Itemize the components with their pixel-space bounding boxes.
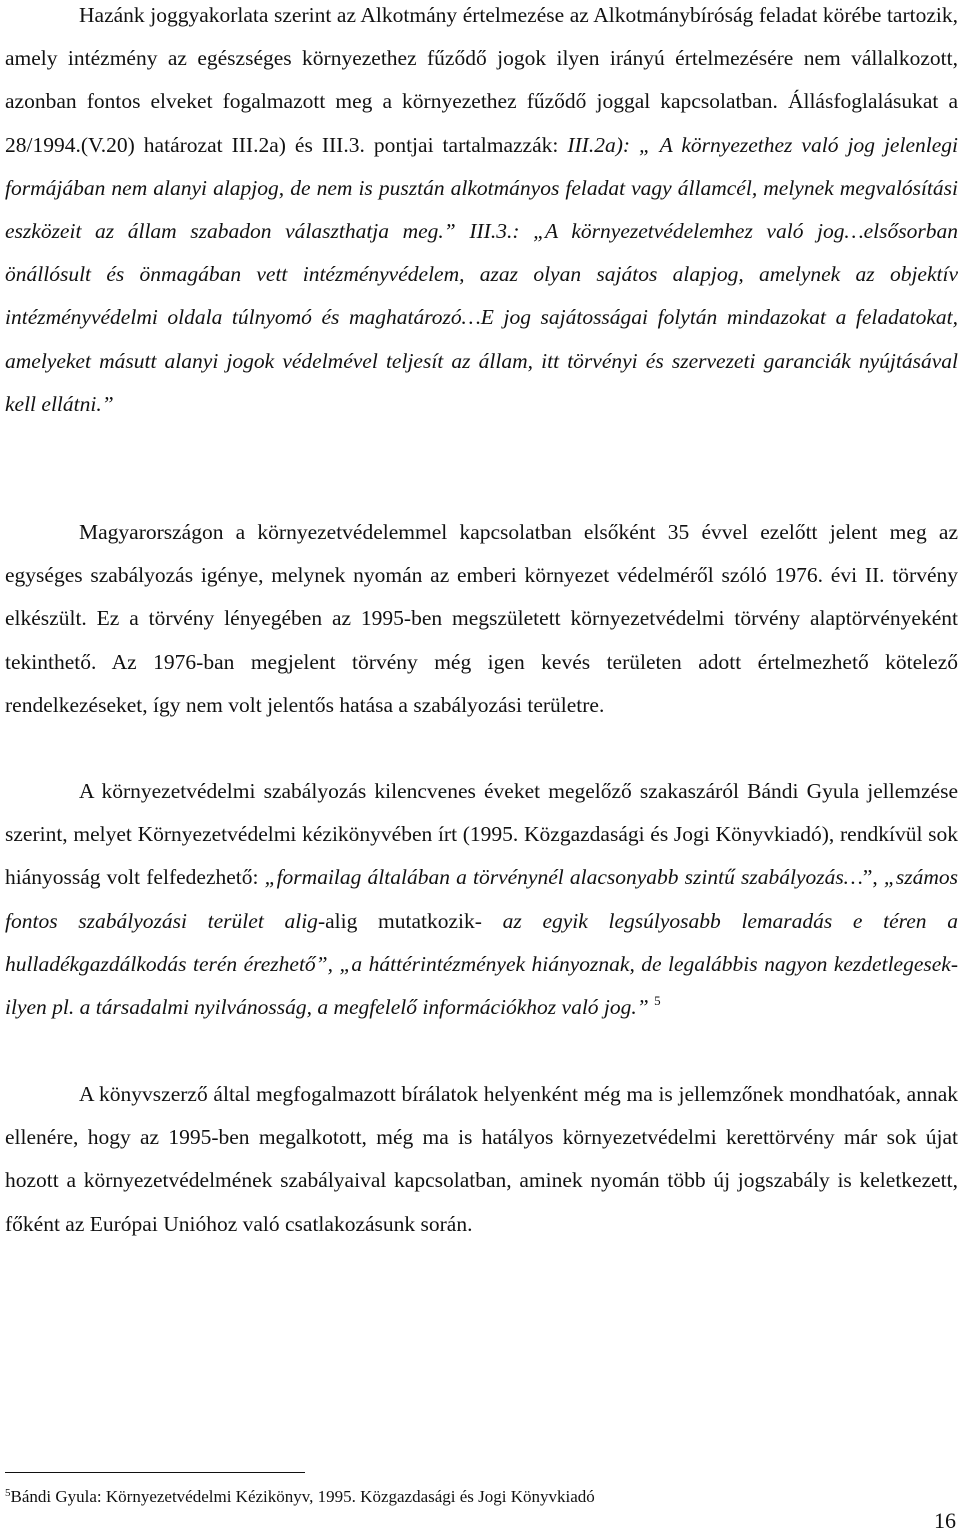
quote-fragment-2: „számos fontos szabályozási terület alig <box>5 865 958 933</box>
quote-middle-text: -alig mutatkozik- <box>317 908 503 933</box>
quote-fragment-1: „formailag általában a törvénynél alacsonyabb szintű szabályozás… <box>264 865 863 890</box>
paragraph-intro-text: Hazánk joggyakorlata szerint az Alkotmány értelmezése az Alkotmánybíróság feladat körébe tartozik, amely intézmény az egészséges környezethez fűződő jogok ilyen irányú értelmezésére nem vállalkozott, azonban fontos elveket fogalmazott meg a környezethez fűződő joggal kapcsolatban. Állásfoglalásukat a 28/1994.(V.20) határozat III.2a) és III.3. pontjai tartalmazzák: <box>5 3 958 157</box>
footnote-number: 5 <box>5 1487 11 1499</box>
paragraph-text: Magyarországon a környezetvédelemmel kapcsolatban elsőként 35 évvel ezelőtt jelent meg az egységes szabályozás igénye, melynek nyomán az emberi környezet védelméről szóló 1976. évi II. törvény elkészült. Ez a törvény lényegében az 1995-ben megszületett környezetvédelmi törvény alaptörvényeként tekinthető. Az 1976-ban megjelent törvény még igen kevés területen adott értelmezhető kötelező rendelkezéseket, így nem volt jelentős hatása a szabályozási területre. <box>5 520 958 717</box>
court-decision-quote: III.2a): „ A környezethez való jog jelenlegi formájában nem alanyi alapjog, de nem is pusztán alkotmányos feladat vagy államcél, melynek megvalósítási eszközeit az állam szabadon választhatja meg.” III.3.: „A környezetvédelemhez való jog…elsősorban önállósult és önmagában vett intézményvédelem, azaz olyan sajátos alapjog, amelynek az objektív intézményvédelmi oldala túlnyomó és maghatározó…E jog sajátosságai folytán mindazokat a feladatokat, amelyeket másutt alanyi jogok védelmével teljesít az állam, itt törvényi és szervezeti garanciák nyújtásával kell ellátni.” <box>5 132 958 416</box>
paragraph-hungary-regulation <box>5 511 958 727</box>
paragraph-constitutional-court <box>5 0 958 426</box>
paragraph-intro-text: A környezetvédelmi szabályozás kilencvenes éveket megelőző szakaszáról Bándi Gyula jellemzése szerint, melyet Környezetvédelmi kézikönyvében írt (1995. Közgazdasági és Jogi Könyvkiadó), rendkívül sok hiányosság volt felfedezhető: <box>5 779 958 890</box>
quote-fragment-3: az egyik legsúlyosabb lemaradás e téren a hulladékgazdálkodás terén érezhető”, „a háttérintézmények hiányoznak, de legalábbis nagyon kezdetlegesek- ilyen pl. a társadalmi nyilvánosság, a megfelelő információkhoz való jog.” <box>5 908 958 1020</box>
paragraph-bandi-critique <box>5 770 958 1029</box>
page-number: 16 <box>934 1508 956 1533</box>
footnote-separator <box>5 1472 305 1473</box>
footnote-text: Bándi Gyula: Környezetvédelmi Kézikönyv, 1995. Közgazdasági és Jogi Könyvkiadó <box>10 1487 595 1506</box>
paragraph-text: A könyvszerző által megfogalmazott bírálatok helyenként még ma is jellemzőnek mondhatóak, annak ellenére, hogy az 1995-ben megalkotott, még ma is hatályos környezetvédelmi kerettörvény már sok újat hozott a környezetvédelmének szabályaival kapcsolatban, aminek nyomán több új jogszabály is keletkezett, főként az Európai Unióhoz való csatlakozásunk során. <box>5 1082 958 1236</box>
footnote <box>5 1486 595 1508</box>
paragraph-current-state <box>5 1073 958 1246</box>
footnote-reference[interactable]: 5 <box>654 993 661 1009</box>
quote-separator: ”, <box>862 865 884 890</box>
